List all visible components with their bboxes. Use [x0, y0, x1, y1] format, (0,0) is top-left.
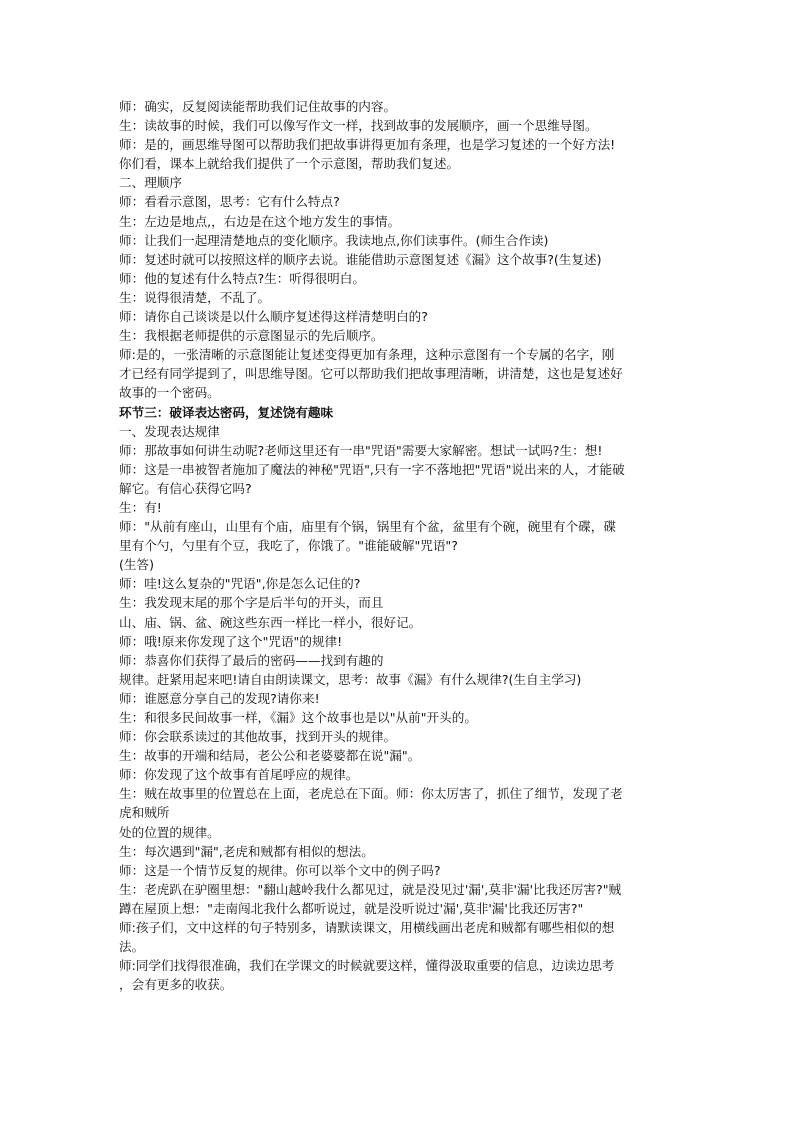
text-line: 师：看看示意图，思考：它有什么特点?: [119, 194, 340, 210]
text-line: 师："从前有座山，山里有个庙，庙里有个锅，锅里有个盆，盆里有个碗，碗里有个碟，碟: [119, 519, 616, 535]
text-line: 师：你会联系读过的其他故事，找到开头的规律。: [119, 729, 397, 745]
text-line: 师：恭喜你们获得了最后的密码——找到有趣的: [119, 652, 384, 668]
text-line: 师：这是一串被智者施加了魔法的神秘"咒语",只有一字不落地把"咒语"说出来的人，才能破: [119, 461, 625, 477]
text-line: 师：谁愿意分享自己的发现?请你来!: [119, 690, 320, 706]
text-line: 师：是的，画思维导图可以帮助我们把故事讲得更加有条理，也是学习复述的一个好方法!: [119, 137, 616, 153]
text-line: 山、庙、锅、盆、碗这些东西一样比一样小，很好记。: [119, 614, 422, 630]
text-line: 师：让我们一起理清楚地点的变化顺序。我读地点,你们读事件。(师生合作读): [119, 232, 549, 248]
text-line: 生：说得很清楚，不乱了。: [119, 289, 271, 305]
text-line: 师:孩子们，文中这样的句子特别多，请默读课文，用横线画出老虎和贼都有哪些相似的想: [119, 920, 615, 936]
text-line: 二、理顺序: [119, 175, 182, 191]
text-line: 师：请你自己谈谈是以什么顺序复述得这样清楚明白的?: [119, 309, 428, 325]
text-line: (生答): [119, 557, 155, 573]
text-line: 生：每次遇到"漏",老虎和贼都有相似的想法。: [119, 843, 374, 859]
text-line: 故事的一个密码。: [119, 385, 220, 401]
text-line: 师:是的，一张清晰的示意图能让复述变得更加有条理，这种示意图有一个专属的名字，刚: [119, 347, 615, 363]
text-line: 生：老虎趴在驴圈里想："翻山越岭我什么都见过，就是没见过'漏',莫非'漏'比我还厉害?"贼: [119, 881, 622, 897]
text-line: 处的位置的规律。: [119, 824, 220, 840]
text-line: 师：哦!原来你发现了这个"咒语"的规律!: [119, 633, 343, 649]
text-line: 生：故事的开端和结局，老公公和老婆婆都在说"漏"。: [119, 748, 421, 764]
section-heading: 环节三：破译表达密码，复述饶有趣味: [119, 404, 334, 420]
text-line: 师：他的复述有什么特点?生：听得很明白。: [119, 270, 365, 286]
text-line: 生：贼在故事里的位置总在上面，老虎总在下面。师：你太厉害了，抓住了细节，发现了老: [119, 786, 623, 802]
text-line: 规律。赶紧用起来吧!请自由朗读课文，思考：故事《漏》有什么规律?(生自主学习): [119, 671, 582, 687]
text-line: 师：这是一个情节反复的规律。你可以举个文中的例子吗?: [119, 862, 441, 878]
text-line: 法。: [119, 939, 145, 955]
text-line: 一、发现表达规律: [119, 423, 220, 439]
text-line: 你们看，课本上就给我们提供了一个示意图，帮助我们复述。: [119, 156, 460, 172]
text-line: 蹲在屋顶上想："走南闯北我什么都听说过，就是没听说过'漏',莫非'漏'比我还厉害?": [119, 900, 584, 916]
text-line: 虎和贼所: [119, 805, 170, 821]
text-line: 师：复述时就可以按照这样的顺序去说。谁能借助示意图复述《漏》这个故事?(生复述): [119, 251, 602, 267]
text-line: 生：我发现末尾的那个字是后半句的开头，而且: [119, 595, 384, 611]
text-line: 师:同学们找得很准确，我们在学课文的时候就要这样，懂得汲取重要的信息，边读边思考: [119, 958, 615, 974]
text-line: 师：那故事如何讲生动呢?老师这里还有一串"咒语"需要大家解密。想试一试吗?生：想!: [119, 442, 603, 458]
text-line: 生：和很多民间故事一样，《漏》这个故事也是以"从前"开头的。: [119, 710, 477, 725]
text-line: 生：读故事的时候，我们可以像写作文一样，找到故事的发展顺序，画一个思维导图。: [119, 118, 598, 134]
text-line: 生：左边是地点,，右边是在这个地方发生的事情。: [119, 213, 401, 229]
document-body: [119, 97, 679, 994]
text-line: ，会有更多的收获。: [119, 977, 233, 993]
text-line: 师：你发现了这个故事有首尾呼应的规律。: [119, 767, 359, 783]
text-line: 师：确实，反复阅读能帮助我们记住故事的内容。: [119, 99, 397, 114]
text-line: 师：哇!这么复杂的"咒语",你是怎么记住的?: [119, 576, 361, 592]
text-line: 生：有!: [119, 499, 162, 515]
text-line: 才已经有同学提到了，叫思维导图。它可以帮助我们把故事理清晰，讲清楚，这也是复述好: [119, 366, 623, 382]
text-line: 生：我根据老师提供的示意图显示的先后顺序。: [119, 328, 384, 344]
text-line: 解它。有信心获得它吗?: [119, 480, 252, 496]
text-line: 里有个勺，勺里有个豆，我吃了，你饿了。"谁能破解"咒语"?: [119, 538, 458, 554]
